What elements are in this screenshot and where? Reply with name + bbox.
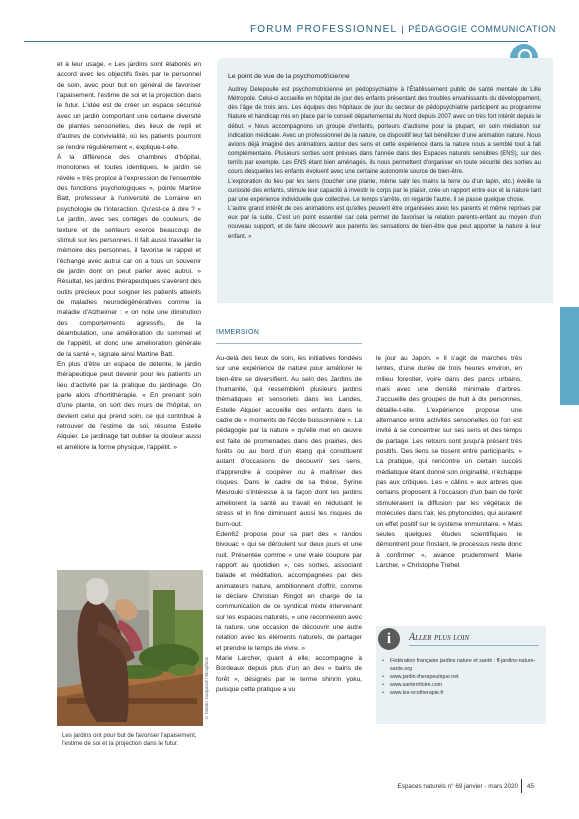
middle-column (216, 354, 362, 695)
box-paragraph-3: L'autre grand intérêt de ces animations est qu'elles peuvent être organisées avec les parents et même reprises par eux par la suite. C'est un point essentiel car cela permet de favoriser la relation parents-enfant au moyen d'un nouveau support, et de faire découvrir aux parents les sensations de bien-être que peut apporter la nature à leur enfant. » (228, 206, 541, 240)
right-paragraph-1: le jour au Japon. « Il s'agit de marches très lentes, d'une durée de trois heures environ, en milieu forestier, voire dans des parcs urbains, mais avec une densité minimale d'arbres. J'accueille des groupes de huit à dix personnes, détaille-t-elle. L'expérience propose une alternance entre activités sensorielles où l'on est invité à se concentrer sur ses sens et des temps de partage. Les retours sont jusqu'à présent très positifs. Des liens se tissent entre participants. » La pratique, qui rencontre un certain succès médiatique étant donné son originalité, n'échappe pas aux critiques. Les « câlins » aux arbres que certains proposent à l'occasion d'un bain de forêt stimuleraient la diffusion par les végétaux de molécules dans l'air, les phytoncides, qui auraient un effet positif sur le système immunitaire. « Mais seules quelques études scientifiques le démontrent pour l'instant, le processus reste donc à confirmer », avance prudemment Marie Larcher. » Christophe Trehet (376, 355, 522, 569)
box-body (228, 86, 541, 242)
page-header (250, 24, 556, 35)
link-item[interactable]: • www.santerritoire.com (380, 681, 544, 689)
middle-paragraph-3: Marie Larcher, quant à elle, accompagne à Bordeaux depuis plus d'un an des « bains de forêt », désignés par le terme shinrin yoku, puisque cette pratique a vu (216, 654, 362, 693)
header-rule (24, 41, 528, 42)
info-icon: i (378, 628, 400, 650)
middle-paragraph-1: Au-delà des lieux de soin, les initiatives fondées sur une expérience de nature pour améliorer le bien-être se diversifient. Au sein des Jardins de l'humanité, qui ressemblent plusieurs jardins thématiques et sensoriels dans les Landes, Estelle Alquier accueille des enfants dans le cadre de « moments de l'école buissonnière ». La pédagogie par la nature « qu'elle met en œuvre est faite de promenades dans des prairies, des forêts ou au bord d'un étang qui constituent autant d'occasions de découvrir ses sens, d'apprendre à coopérer ou à maîtriser des risques. Dans le cadre de sa thèse, Syrine Mesrouki s'intéresse à la façon dont les jardins améliorent la santé au travail en réduisant le stress et in fine diminuent aussi les risques de burn-out. (216, 355, 362, 528)
section-rule (216, 343, 362, 344)
page-number: 45 (527, 783, 535, 790)
page-footer (358, 783, 518, 790)
aller-plus-loin-title: Aller plus loin (409, 632, 470, 643)
section-heading: IMMERSION (216, 329, 260, 336)
left-paragraph-1: et à leur usage. « Les jardins sont élaborés en accord avec les objectifs fixés par le personnel de soin, avec pour but en général de favoriser l'apaisement, l'estime de soi et la projection dans le futur. L'idée est de créer un espace sécurisé avec un jardin comportant une certaine diversité de plantes sensorielles, des lieux de repli et d'autres de convivialité, où les patients pourront se rendre régulièrement », explique-t-elle. (57, 61, 201, 151)
middle-paragraph-2: Eden62 propose pour sa part des « randos bivouac » qui se déroulent sur deux jours et une nuit. Présentée comme « une vraie coupure par rapport au quotidien », ces sorties, associant balade et méditation, accompagnées par des animateurs nature, ambitionnent d'offrir, comme le déclare Christian Ringot en charge de la communication de ce syndicat mixte intervenant sur les espaces naturels, « une reconnexion avec la nature, une occasion de découvrir une autre relation avec les éléments naturels, de partager et prendre le temps de vivre. » (216, 530, 362, 652)
header-subsection: PÉDAGOGIE COMMUNICATION (408, 24, 556, 34)
aller-plus-loin-rule (409, 645, 539, 646)
left-paragraph-3: En plus d'être un espace de détente, le jardin thérapeutique peut devenir pour les patients un lieu d'activité par la pratique du jardinage. On parle alors d'hortithérapie. « En prenant soin d'une plante, on sort des murs de l'hôpital, on devient celui qui prend soin, ce qui contribue à retrouver de l'estime de soi, résume Estelle Alquier. Le jardinage fait oublier la douleur aussi et améliore la forme physique, l'appétit. » (57, 360, 201, 451)
header-separator: | (401, 24, 405, 34)
left-column (57, 60, 201, 453)
box-paragraph-1: Audrey Delepoulle est psychomotricienne en pédopsychiatrie à l'Établissement public de santé mentale de Lille Métropole. Celui-ci accueille en hôpital de jour des enfants présentant des troubles envahissants du développement, dès l'âge de trois ans. Les équipes des hôpitaux de jour du secteur de pédopsychiatrie participent au programme Nature et handicap mis en place par le conseil départemental du Nord depuis 2007 avec un très fort intérêt depuis le début. « Nous accompagnons un groupe d'enfants, porteurs d'autisme pour la plupart, en soin médiation sur indication médicale. Avec un professionnel de la nature, ce dispositif leur fait bénéficier d'une animation nature. Nous avions déjà imaginé des animations autour des sens et cette expérience dans la nature nous a semblé tout à fait complémentaire. Plusieurs sorties sont prévues dans l'année dans des Espaces naturels sensibles (ENS), sur des terrils par exemple. Les ENS étant bien aménagés, ils nous permettent d'organiser en toute sécurité des sorties au cours desquelles les enfants évoluent avec une certaine autonomie source de bien-être. (228, 87, 541, 176)
photo-caption: Les jardins ont pour but de favoriser l'apaisement, l'estime de soi et la projection dans le futur. (62, 732, 197, 747)
left-paragraph-2: À la différence des chambres d'hôpital, monotones et toutes identiques, le jardin se révèle « très propice à l'expression de l'ensemble des fonctions psychologiques », pointe Martine Batt, professeur à l'université de Lorraine en psychologie de l'interaction. Qu'est-ce à dire ? « Le jardin, avec ses cortèges de couleurs, de texture et de senteurs exerce beaucoup de stimuli sur les personnes. Il fait aussi travailler la mémoire des personnes, il favorise le rappel et l'échange avec autrui car on a tous un souvenir de jardin dont on peut parler avec autrui. » Résultat, les jardins thérapeutiques s'avèrent des outils précieux pour soigner les patients atteints de maladies neurodégénératives comme la maladie d'Alzheimer : « on note une diminution des comportements agressifs, de la déambulation, une amélioration du sommeil et de l'appétit, et donc une amélioration générale de la santé », signale ainsi Martine Batt. (57, 154, 201, 358)
photo-credit: © Martin Jacqunod / Biosphoto (204, 656, 209, 720)
link-item[interactable]: • www.jardin-therapeutique.net (380, 673, 544, 681)
box-title: Le point de vue de la psychomotricienne (228, 73, 350, 80)
side-tab (560, 307, 579, 405)
box-paragraph-2: L'exploration du lieu par les sens (toucher une plante, même salir les mains la terre ou d'un lapin, etc.) éveille la curiosité des enfants, stimule leur capacité à investir le corps par le plaisir, crée un rapport entre eux et la nature tant par une expérience individuelle que collective. Le temps s'arrête, on regarde l'autre, il se passe quelque chose. (228, 178, 541, 203)
footer-journal: Espaces naturels n° 69 janvier - mars 2020 (397, 783, 518, 790)
footer-rule (521, 779, 522, 793)
aller-plus-loin-list (380, 657, 544, 697)
link-item[interactable]: • www.les-ecotherapie.fr (380, 689, 544, 697)
link-item[interactable]: • Fédération française jardins nature et santé : ff-jardins-nature-sante.org (380, 657, 544, 673)
header-section: FORUM PROFESSIONNEL (250, 24, 398, 35)
right-column (376, 354, 522, 571)
garden-photo (57, 570, 203, 726)
